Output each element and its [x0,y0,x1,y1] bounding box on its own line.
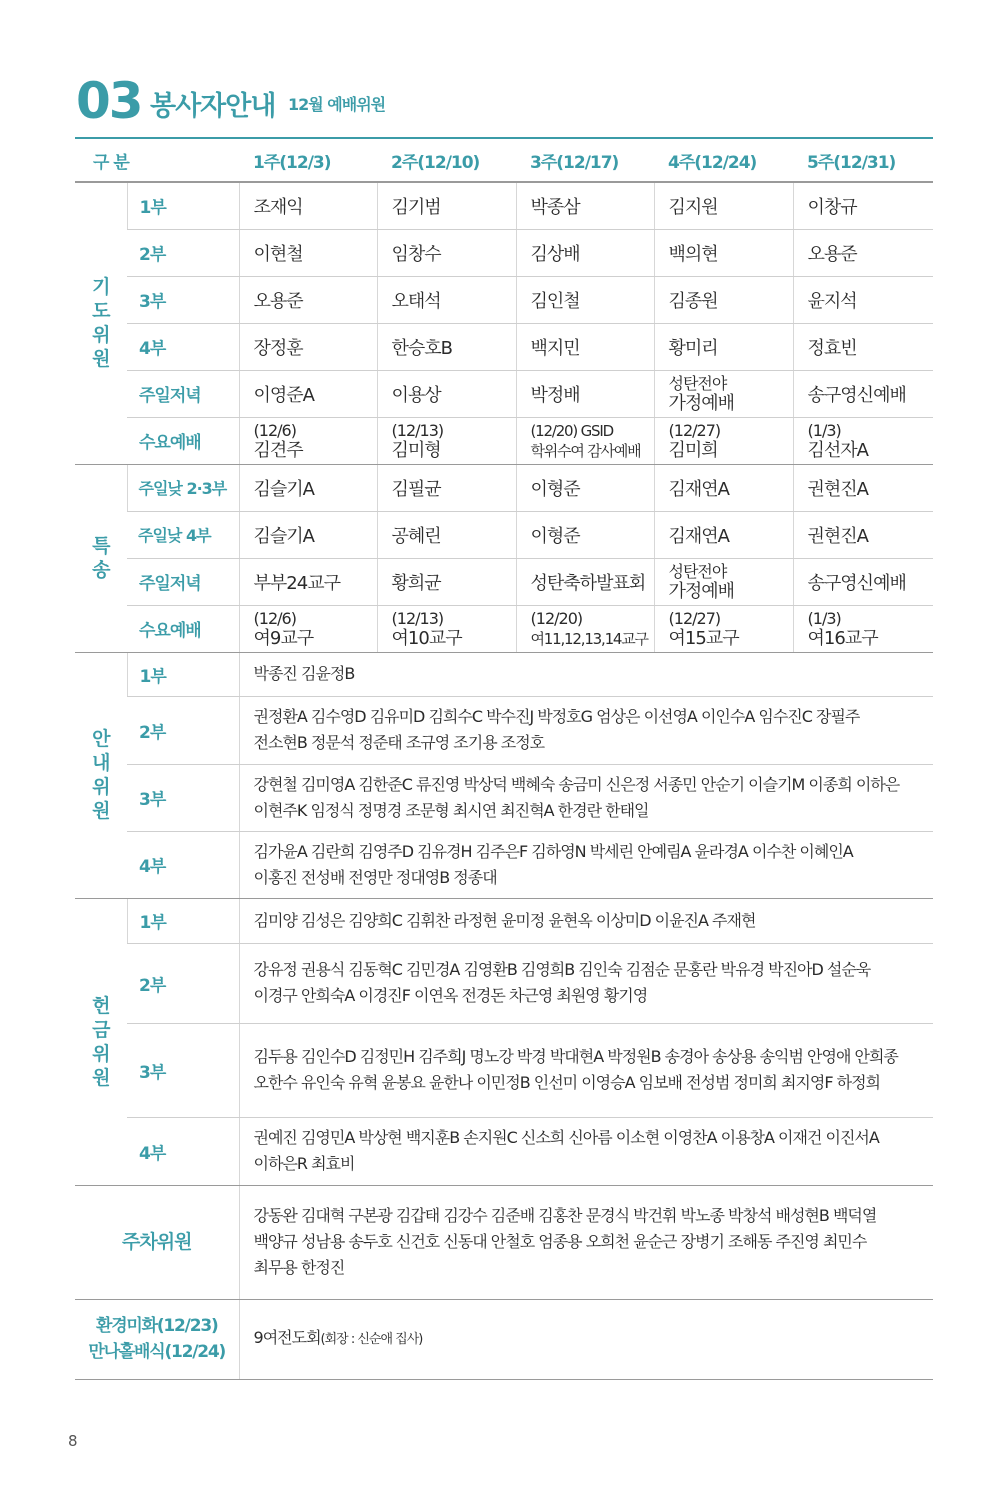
special-cell [793,605,933,652]
prayer-row-label: 4부 [127,323,239,370]
usher-row [75,764,933,831]
special-row-label: 주일낮 4부 [127,511,239,558]
usher-names [239,696,933,764]
offering-row-label: 3부 [127,1023,239,1117]
prayer-cell: 오용준 [793,229,933,276]
prayer-row-label: 1부 [127,182,239,229]
usher-group-char: 위 [92,776,110,798]
prayer-cell: 조재익 [239,182,377,229]
usher-names [239,764,933,831]
cell-line-bottom: 김미희 [668,439,718,461]
cell-line-bottom: 여11,12,13,14교구 [530,629,648,648]
header-week-5: 5주(12/31) [793,138,933,182]
cell-line-bottom: 김견주 [253,439,303,461]
prayer-cell: 송구영신예배 [793,370,933,417]
prayer-cell: 백의현 [654,229,793,276]
special-cell: 황희균 [377,558,516,605]
environment-label-line: 만나홀배식(12/24) [88,1342,226,1362]
parking-row [75,1185,933,1299]
special-cell: 공혜린 [377,511,516,558]
prayer-group-char: 도 [92,300,110,323]
names-line: 강현철 김미영A 김한준C 류진영 박상덕 백혜숙 송금미 신은정 서종민 안순기 이슬기M 이종희 이하은 [253,774,900,794]
names-line: 권예진 김영민A 박상현 백지훈B 손지원C 신소희 신아름 이소현 이영찬A 이용창A 이재건 이진서A [253,1128,879,1147]
prayer-cell: 박종삼 [516,182,654,229]
prayer-row [75,370,933,417]
names-line: 전소현B 정문석 정준태 조규영 조기용 조정호 [253,733,545,752]
prayer-row [75,323,933,370]
cell-line-top: (1/3) [807,420,841,440]
prayer-row [75,182,933,229]
header-week-2: 2주(12/10) [377,138,516,182]
table-header-row [75,138,933,182]
environment-label-line: 환경미화(12/23) [95,1316,218,1336]
prayer-cell: 오태석 [377,276,516,323]
offering-group-label [75,898,127,1185]
offering-row [75,898,933,943]
offering-row [75,1023,933,1117]
special-cell: 송구영신예배 [793,558,933,605]
prayer-cell: 오용준 [239,276,377,323]
special-cell: 이형준 [516,511,654,558]
environment-note: (회장 : 신순애 집사) [320,1332,423,1347]
special-cell [239,605,377,652]
prayer-cell: 이창규 [793,182,933,229]
cell-line-top: (12/13) [391,608,444,628]
prayer-group-char: 원 [92,348,110,371]
special-row [75,558,933,605]
prayer-cell: 김기범 [377,182,516,229]
cell-line-top: (12/27) [668,420,721,440]
names-line: 이홍진 전성배 전영만 정대영B 정종대 [253,867,497,887]
prayer-row-label: 수요예배 [127,417,239,464]
prayer-cell: 윤지석 [793,276,933,323]
cell-line-top: (1/3) [807,608,841,628]
prayer-group-label [75,182,127,464]
prayer-cell [239,417,377,464]
usher-row-label: 1부 [127,652,239,696]
offering-row-label: 2부 [127,943,239,1023]
special-cell: 성탄축하발표회 [516,558,654,605]
prayer-cell: 김종원 [654,276,793,323]
special-cell: 김재연A [654,464,793,511]
usher-row [75,652,933,696]
prayer-row [75,229,933,276]
special-group-char: 특 [92,535,110,557]
special-cell: 김슬기A [239,464,377,511]
usher-row-label: 4부 [127,831,239,898]
special-row-label: 수요예배 [127,605,239,652]
offering-row [75,943,933,1023]
names-line: 김가윤A 김란희 김영주D 김유경H 김주은F 김하영N 박세린 안예림A 윤라경A 이수찬 이혜인A [253,841,853,861]
names-line: 강유정 권용식 김동혁C 김민경A 김영환B 김영희B 김인숙 김점순 문홍란 박유경 박진아D 설순욱 [253,960,871,979]
prayer-cell: 황미리 [654,323,793,370]
names-line: 이경구 안희숙A 이경진F 이연옥 전경돈 차근영 최원영 황기영 [253,986,648,1005]
prayer-cell [377,417,516,464]
special-group-label [75,464,127,652]
header-category: 구 분 [75,138,239,182]
prayer-row-label: 주일저녁 [127,370,239,417]
section-title: 봉사자안내 [150,91,276,122]
offering-group-char: 원 [92,1066,110,1089]
prayer-cell: 이현철 [239,229,377,276]
prayer-row-label: 3부 [127,276,239,323]
prayer-group-char: 위 [92,324,110,347]
header-week-4: 4주(12/24) [654,138,793,182]
offering-row [75,1117,933,1185]
prayer-cell: 김상배 [516,229,654,276]
names-line: 권정환A 김수영D 김유미D 김희수C 박수진J 박정호G 엄상은 이선영A 이인수A 임수진C 장필주 [253,707,860,726]
special-cell: 김재연A [654,511,793,558]
cell-line-top: 성탄전야 [668,561,727,581]
page-number: 8 [68,1432,78,1450]
prayer-row [75,276,933,323]
usher-names [239,831,933,898]
cell-line-top: 성탄전야 [668,373,727,393]
cell-line-top: (12/13) [391,420,444,440]
prayer-cell: 이영준A [239,370,377,417]
parking-names [239,1185,933,1299]
section-number: 03 [76,72,142,130]
special-row [75,605,933,652]
volunteer-table [75,137,933,1380]
prayer-cell: 정효빈 [793,323,933,370]
names-line: 오한수 유인숙 유혁 윤봉요 윤한나 이민정B 인선미 이영승A 임보배 전성범 정미희 최지영F 하정희 [253,1073,881,1092]
usher-group-label [75,652,127,898]
usher-group-char: 안 [92,728,110,750]
prayer-cell [793,417,933,464]
names-line: 이하은R 최효비 [253,1154,355,1173]
special-row-label: 주일낮 2·3부 [127,464,239,511]
cell-line-bottom: 학위수여 감사예배 [530,441,641,460]
usher-row-label: 2부 [127,696,239,764]
special-cell [654,605,793,652]
cell-line-bottom: 가정예배 [668,392,735,414]
special-cell: 권현진A [793,511,933,558]
offering-group-char: 헌 [92,994,110,1017]
usher-names [239,652,933,696]
environment-text [239,1299,933,1379]
cell-line-top: (12/20) [530,608,583,628]
offering-names [239,1117,933,1185]
prayer-cell: 박정배 [516,370,654,417]
prayer-cell: 김지원 [654,182,793,229]
cell-line-bottom: 여10교구 [391,627,462,649]
usher-group-char: 내 [92,752,110,774]
cell-line-top: (12/20) GSID [530,421,613,440]
prayer-cell [516,417,654,464]
usher-row [75,696,933,764]
section-subtitle: 12월 예배위원 [288,95,386,114]
names-line: 김두용 김인수D 김정민H 김주희J 명노강 박경 박대현A 박정원B 송경아 송상용 송익범 안영애 안희종 [253,1047,898,1066]
prayer-row-label: 2부 [127,229,239,276]
usher-group-char: 원 [92,800,110,822]
offering-names [239,943,933,1023]
prayer-cell: 이용상 [377,370,516,417]
special-group-char: 송 [92,559,110,581]
prayer-cell [654,417,793,464]
prayer-cell: 임창수 [377,229,516,276]
environment-label [75,1299,239,1379]
prayer-row [75,417,933,464]
names-line: 백양규 성남용 송두호 신건호 신동대 안철호 엄종용 오희천 윤순근 장병기 조해동 주진영 최민수 [253,1232,867,1251]
offering-names [239,1023,933,1117]
parking-label: 주차위원 [75,1185,239,1299]
special-cell: 김슬기A [239,511,377,558]
offering-group-char: 금 [92,1018,110,1041]
prayer-group-char: 기 [92,276,110,299]
names-line: 이현주K 임정식 정명경 조문형 최시연 최진혁A 한경란 한태일 [253,800,649,820]
names-line: 최무용 한정진 [253,1258,345,1277]
offering-names [239,898,933,943]
cell-line-bottom: 김선자A [807,439,868,461]
usher-row [75,831,933,898]
special-cell: 부부24교구 [239,558,377,605]
cell-line-bottom: 김미형 [391,439,441,461]
prayer-cell: 한승호B [377,323,516,370]
prayer-cell [654,370,793,417]
special-cell: 권현진A [793,464,933,511]
special-cell [654,558,793,605]
prayer-cell: 김인철 [516,276,654,323]
special-row [75,464,933,511]
special-cell [377,605,516,652]
cell-line-bottom: 여16교구 [807,627,878,649]
header-week-3: 3주(12/17) [516,138,654,182]
cell-line-top: (12/27) [668,608,721,628]
environment-row [75,1299,933,1379]
cell-line-bottom: 가정예배 [668,580,735,602]
names-line: 김미양 김성은 김양희C 김휘찬 라정현 윤미정 윤현옥 이상미D 이윤진A 주재현 [253,910,756,930]
cell-line-bottom: 여15교구 [668,627,739,649]
prayer-cell: 장정훈 [239,323,377,370]
offering-row-label: 4부 [127,1117,239,1185]
prayer-cell: 백지민 [516,323,654,370]
cell-line-top: (12/6) [253,608,296,628]
environment-team: 9여전도회 [253,1328,321,1347]
special-row-label: 주일저녁 [127,558,239,605]
names-line: 박종진 김윤정B [253,664,355,683]
offering-group-char: 위 [92,1042,110,1065]
special-cell: 이형준 [516,464,654,511]
special-cell [516,605,654,652]
names-line: 강동완 김대혁 구본광 김갑태 김강수 김준배 김홍찬 문경식 박건휘 박노종 박창석 배성현B 백덕열 [253,1206,877,1225]
offering-row-label: 1부 [127,898,239,943]
header-week-1: 1주(12/3) [239,138,377,182]
usher-row-label: 3부 [127,764,239,831]
cell-line-bottom: 여9교구 [253,627,314,649]
special-cell: 김필균 [377,464,516,511]
special-row [75,511,933,558]
cell-line-top: (12/6) [253,420,296,440]
